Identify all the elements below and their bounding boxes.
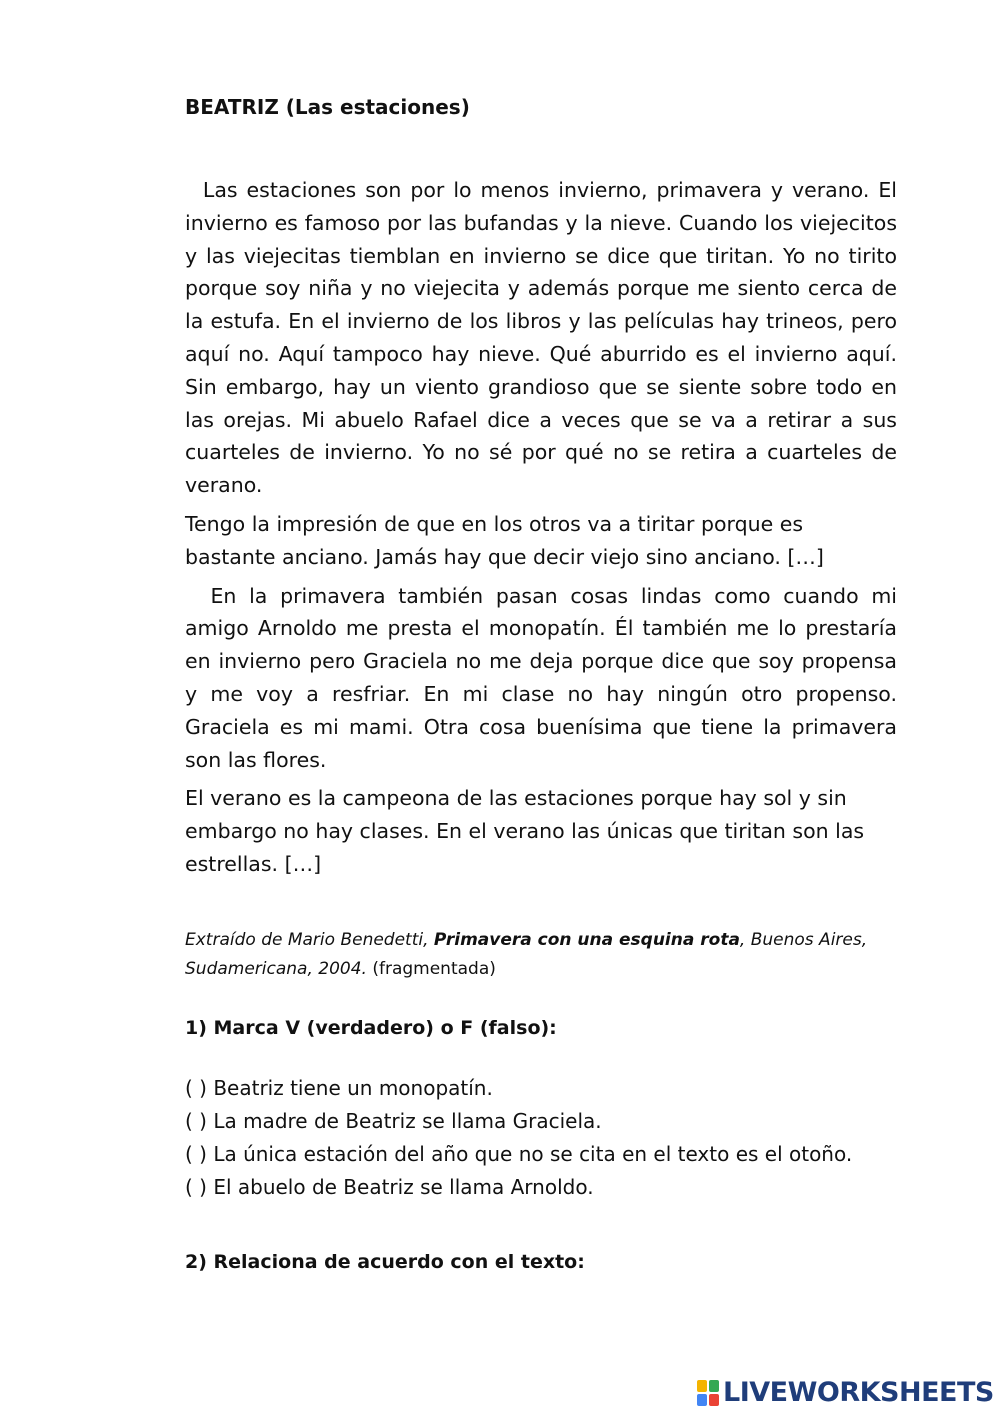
true-false-item[interactable]: ( ) La única estación del año que no se cita en el texto es el otoño. [185,1142,853,1166]
logo-square-1 [697,1380,707,1392]
source-citation [185,926,915,984]
citation-suffix: , Buenos Aires, Sudamericana, 2004. [185,930,868,979]
logo-square-4 [709,1394,719,1406]
story-paragraph-4: El verano es la campeona de las estaciones porque hay sol y sin embargo no hay clases. En el verano las únicas que tiritan son las estrellas. […] [185,786,865,876]
citation-prefix: Extraído de Mario Benedetti, [185,930,434,950]
liveworksheets-logo-icon [697,1380,719,1406]
story-paragraph-2: Tengo la impresión de que en los otros va a tiritar porque es bastante anciano. Jamás hay que decir viejo sino anciano. […] [185,511,824,569]
story-text [185,174,897,887]
exercise-2-heading: 2) Relaciona de acuerdo con el texto: [185,1251,585,1273]
citation-note: (fragmentada) [366,959,496,979]
page-title: BEATRIZ (Las estaciones) [185,95,470,119]
true-false-item[interactable]: ( ) Beatriz tiene un monopatín. [185,1076,493,1100]
story-paragraph-1: Las estaciones son por lo menos invierno, primavera y verano. El invierno es famoso por las bufandas y la nieve. Cuando los viejecitos y las viejecitas tiemblan en invierno se dice que tiritan. Yo no tirito porque soy niña y no viejecita y además porque me siento cerca de la estufa. En el invierno de los libros y las películas hay trineos, pero aquí no. Aquí tampoco hay nieve. Qué aburrido es el invierno aquí. Sin embargo, hay un viento grandioso que se siente sobre todo en las orejas. Mi abuelo Rafael dice a veces que se va a retirar a sus cuarteles de invierno. Yo no sé por qué no se retira a cuarteles de verano. [185,178,897,498]
logo-square-2 [709,1380,719,1392]
exercise-1-heading: 1) Marca V (verdadero) o F (falso): [185,1017,557,1039]
true-false-item[interactable]: ( ) El abuelo de Beatriz se llama Arnoldo. [185,1175,594,1199]
liveworksheets-brand [697,1377,994,1408]
exercise-1-list [185,1072,925,1204]
story-paragraph-3: En la primavera también pasan cosas lindas como cuando mi amigo Arnoldo me presta el monopatín. Él también me lo prestaría en invierno pero Graciela no me deja porque dice que soy propensa y me voy a resfriar. En mi clase no hay ningún otro propenso. Graciela es mi mami. Otra cosa buenísima que tiene la primavera son las flores. [185,583,897,772]
logo-square-3 [697,1394,707,1406]
true-false-item[interactable]: ( ) La madre de Beatriz se llama Graciela. [185,1109,602,1133]
brand-wordmark: LIVEWORKSHEETS [723,1377,994,1408]
citation-book-title: Primavera con una esquina rota [433,930,740,950]
